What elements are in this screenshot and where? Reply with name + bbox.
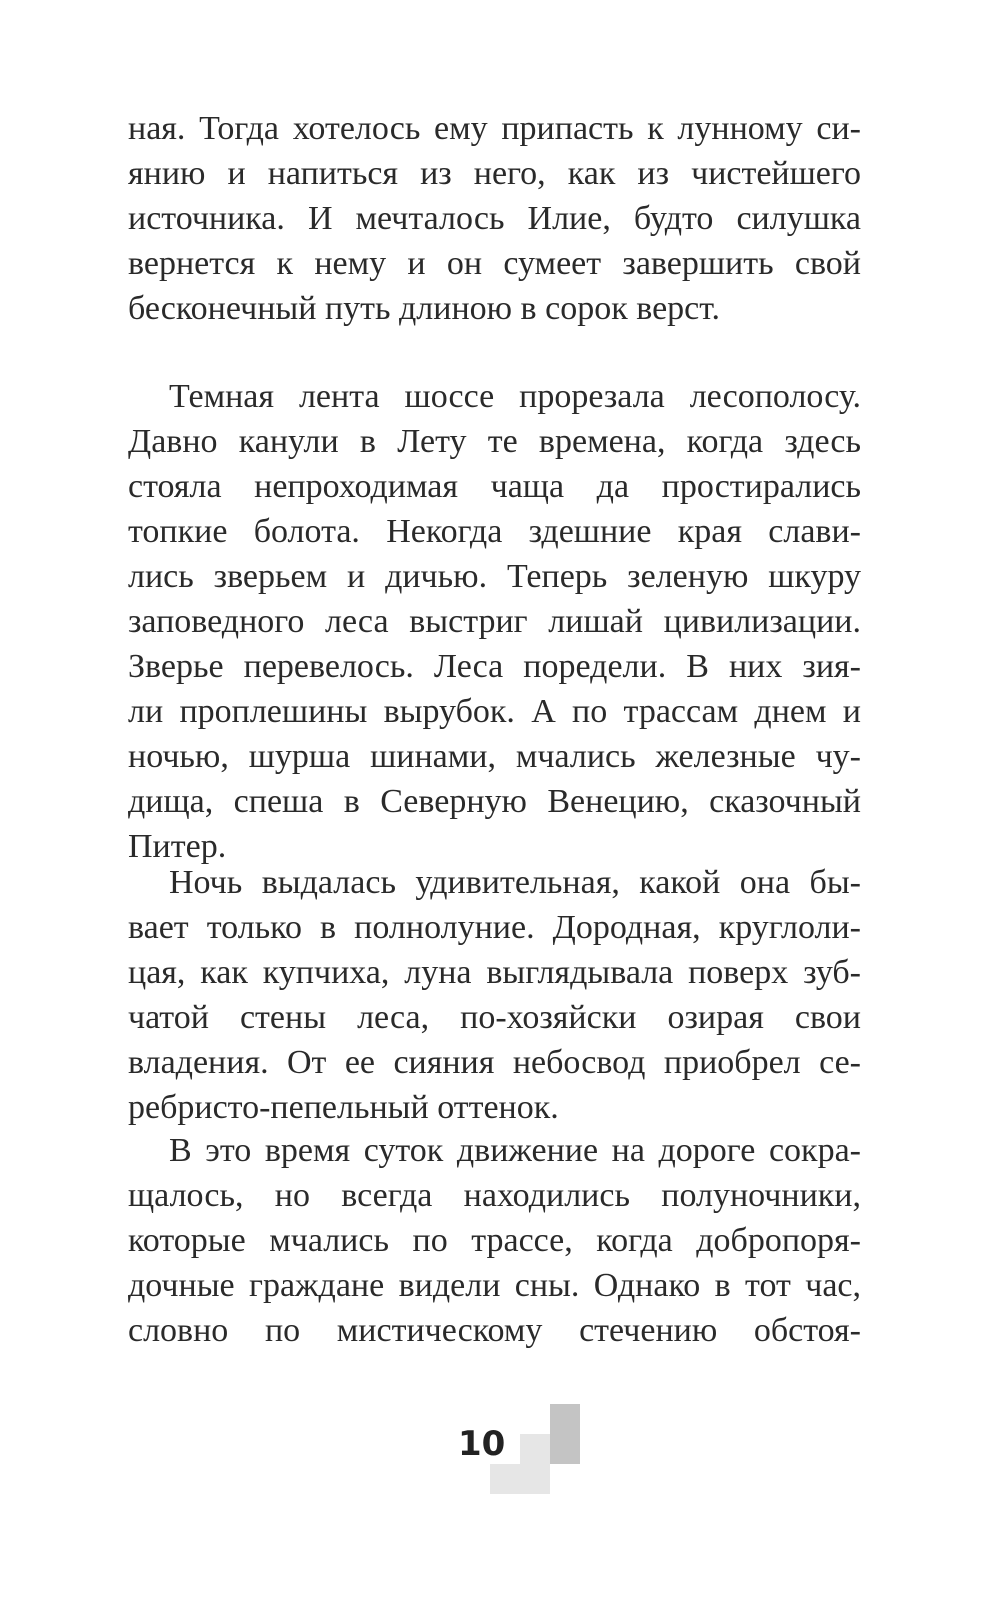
text-line: стояла непроходимая чаща да простирались: [128, 468, 861, 505]
text-line: Зверье перевелось. Леса поредели. В них зия-: [128, 648, 861, 685]
text-line: словно по мистическому стечению обстоя-: [128, 1312, 861, 1349]
text-line: заповедного леса выстриг лишай цивилизации.: [128, 603, 861, 640]
text-line: ребристо-пепельный оттенок.: [128, 1089, 559, 1126]
text-line: дочные граждане видели сны. Однако в тот час,: [128, 1267, 861, 1304]
page-number: 10: [458, 1424, 506, 1464]
text-line: янию и напиться из него, как из чистейшего: [128, 155, 861, 192]
text-line: топкие болота. Некогда здешние края слави-: [128, 513, 861, 550]
deco-square: [520, 1464, 550, 1494]
deco-square: [520, 1434, 550, 1464]
text-line: В это время суток движение на дороге сокра-: [169, 1132, 861, 1169]
text-line: вает только в полнолуние. Дородная, круглоли-: [128, 909, 861, 946]
deco-square: [550, 1404, 580, 1434]
deco-square: [490, 1464, 520, 1494]
text-line: которые мчались по трассе, когда добропоря-: [128, 1222, 861, 1259]
text-line: Давно канули в Лету те времена, когда здесь: [128, 423, 861, 460]
paragraph-2: [128, 374, 861, 869]
text-line: чатой стены леса, по-хозяйски озирая свои: [128, 999, 861, 1036]
text-line: Питер.: [128, 828, 227, 865]
text-line: бесконечный путь длиною в сорок верст.: [128, 290, 721, 327]
text-line: лись зверьем и дичью. Теперь зеленую шкуру: [128, 558, 861, 595]
text-line: ная. Тогда хотелось ему припасть к лунному си-: [128, 110, 861, 147]
paragraph-1: [128, 106, 861, 331]
text-line: ночью, шурша шинами, мчались железные чу-: [128, 738, 861, 775]
paragraph-3: [128, 860, 861, 1130]
text-line: Темная лента шоссе прорезала лесополосу.: [169, 378, 861, 415]
text-line: дища, спеша в Северную Венецию, сказочный: [128, 783, 861, 820]
text-line: Ночь выдалась удивительная, какой она бы-: [169, 864, 861, 901]
paragraph-4: [128, 1128, 861, 1353]
text-line: владения. От ее сияния небосвод приобрел се-: [128, 1044, 861, 1081]
text-line: щалось, но всегда находились полуночники,: [128, 1177, 861, 1214]
text-line: вернется к нему и он сумеет завершить свой: [128, 245, 861, 282]
deco-square: [550, 1434, 580, 1464]
text-line: ли проплешины вырубок. А по трассам днем и: [128, 693, 861, 730]
text-line: цая, как купчиха, луна выглядывала поверх зуб-: [128, 954, 861, 991]
text-line: источника. И мечталось Илие, будто силушка: [128, 200, 861, 237]
